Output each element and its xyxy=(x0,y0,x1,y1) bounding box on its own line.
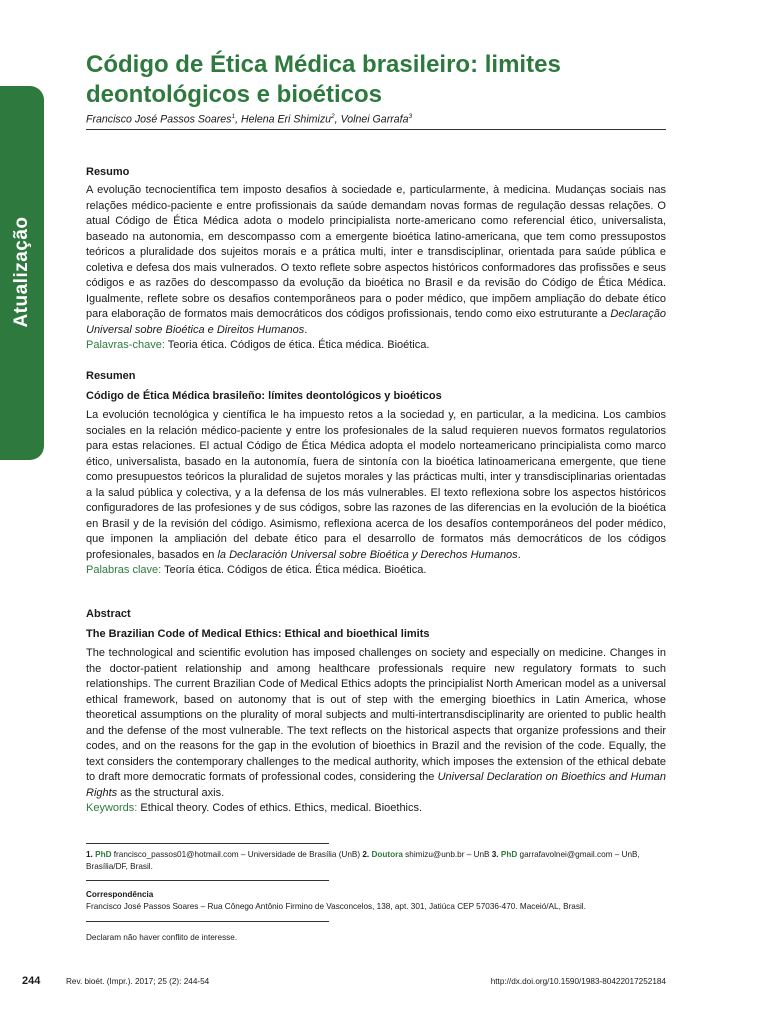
resumo-keywords xyxy=(86,338,666,354)
resumen-section xyxy=(86,369,666,579)
author-separator: , xyxy=(235,113,241,126)
affiliation-degree: PhD xyxy=(95,850,112,859)
section-tab-label: Atualização xyxy=(11,216,32,328)
resumen-keywords xyxy=(86,563,666,579)
abstract-keywords-label: Keywords: xyxy=(86,802,138,814)
correspondence-text: Francisco José Passos Soares – Rua Cônego Antônio Firmino de Vasconcelos, 138, apt. 301, Jatiúca CEP 57036-470. Maceió/AL, Brasil. xyxy=(86,902,586,911)
resumo-keywords-text: Teoria ética. Códigos de ética. Ética médica. Bioética. xyxy=(164,339,430,351)
conflict-divider xyxy=(86,921,329,922)
author-mark: 3 xyxy=(408,113,413,120)
affiliation-degree: PhD xyxy=(500,850,518,859)
affiliation-number: 1. xyxy=(86,850,93,859)
title-divider xyxy=(86,129,666,130)
resumen-keywords-text: Teoría ética. Códigos de ética. Ética médica. Bioética. xyxy=(161,564,427,576)
page-number: 244 xyxy=(22,975,41,987)
resumo-text-end: . xyxy=(304,323,308,336)
resumo-section xyxy=(86,165,666,354)
abstract-heading: Abstract xyxy=(86,608,131,620)
author-list xyxy=(86,110,666,127)
resumo-keywords-label: Palavras-chave: xyxy=(86,339,165,351)
abstract-keywords xyxy=(86,801,666,817)
resumen-subtitle: Código de Ética Médica brasileño: límites deontológicos y bioéticos xyxy=(86,390,442,402)
resumo-text-italic: Declaração Universal sobre Bioética e Direitos Humanos xyxy=(86,308,666,336)
abstract-text-end: as the structural axis. xyxy=(117,786,225,799)
author-name: Helena Eri Shimizu xyxy=(240,113,332,126)
author-mark: 1 xyxy=(231,113,236,120)
resumen-heading: Resumen xyxy=(86,370,136,382)
abstract-keywords-text: Ethical theory. Codes of ethics. Ethics, medical. Bioethics. xyxy=(137,802,423,814)
affiliation-text: garrafavolnei@gmail.com – UnB, Brasília/DF, Brasil. xyxy=(86,850,640,871)
resumen-body xyxy=(86,408,666,563)
article-title xyxy=(86,50,666,110)
abstract-text: The technological and scientific evolution has imposed challenges on society and especially on medicine. Changes in the doctor-patient relationship and among healthcare professionals require new regulatory formats to such relationships. The current Brazilian Code of Medical Ethics adopts the principialist North American model as a universal ethical framework, based on autonomy that is out of step with the emerging bioethics in Latin America, whose theoretical assumptions on the plurality of moral subjects and multi-intertransdisciplinarity are oriented to public health and the defense of the most vulnerable. The text reflects on the historical aspects that organize professions and their codes, and on the reasons for the gap in the evolution of bioethics in Brazil and the revision of the code. Equally, the text considers the contemporary challenges to the medical authority, which imposes the extension of the ethical debate to draft more democratic formats of professional codes, considering the xyxy=(86,647,666,783)
author-separator: , xyxy=(334,113,341,126)
resumo-text: A evolução tecnocientífica tem imposto desafios à sociedade e, particularmente, à medicina. Mudanças sociais nas relações médico-paciente e entre profissionais da saúde demandam novas formas de regulação dessas relações. O atual Código de Ética Médica adota o modelo principialista norte-americano como referencial ético, universalista, baseado na autonomia, em descompasso com a emergente bioética latino-americana, que tem como pressupostos teóricos a pluralidade dos sujeitos morais e a prática multi, inter e transdisciplinar, orientada para saúde pública e coletiva e defesa dos mais vulnerados. O texto reflete sobre aspectos históricos conformadores das profissões e seus códigos e as razões do descompasso da evolução da bioética no Brasil e da revisão do Código de Ética Médica. Igualmente, reflete sobre os desafios contemporâneos para o poder médico, que impõem ampliação do debate ético para elaboração de formatos mais democráticos dos códigos profissionais, tendo como eixo estruturante a xyxy=(86,184,666,320)
correspondence-divider xyxy=(86,880,329,881)
author-mark: 2 xyxy=(331,113,335,120)
affiliation-text: shimizu@unb.br – UnB xyxy=(402,850,492,859)
resumo-body xyxy=(86,183,666,338)
doi-link[interactable]: http://dx.doi.org/10.1590/1983-80422017252184 xyxy=(490,977,666,986)
abstract-section xyxy=(86,607,666,817)
resumen-text-end: . xyxy=(517,548,521,561)
journal-citation: Rev. bioét. (Impr.). 2017; 25 (2): 244-54 xyxy=(66,977,210,986)
correspondence-heading: Correspondência xyxy=(86,890,154,899)
affiliations-divider xyxy=(86,843,329,844)
author-name: Volnei Garrafa xyxy=(340,113,409,126)
abstract-text-italic: Universal Declaration on Bioethics and Human Rights xyxy=(86,771,666,799)
title-line-1: Código de Ética Médica brasileiro: limites xyxy=(86,51,561,78)
resumo-heading: Resumo xyxy=(86,166,130,178)
resumen-text-italic: la Declaración Universal sobre Bioética y Derechos Humanos xyxy=(217,548,518,561)
title-line-2: deontológicos e bioéticos xyxy=(86,81,383,108)
abstract-subtitle: The Brazilian Code of Medical Ethics: Ethical and bioethical limits xyxy=(86,628,430,640)
conflict-statement: Declaram não haver conflito de interesse. xyxy=(86,933,238,942)
affiliation-number: 2. xyxy=(362,850,370,859)
abstract-body xyxy=(86,646,666,801)
affiliation-text: francisco_passos01@hotmail.com – Universidade de Brasília (UnB) xyxy=(111,850,363,859)
affiliations xyxy=(86,849,666,873)
resumen-keywords-label: Palabras clave: xyxy=(86,564,162,576)
author-name: Francisco José Passos Soares xyxy=(86,113,232,126)
correspondence xyxy=(86,889,666,913)
affiliation-number: 3. xyxy=(491,850,499,859)
affiliation-degree: Doutora xyxy=(371,850,403,859)
resumen-text: La evolución tecnológica y científica le ha impuesto retos a la sociedad y, en particular, a la medicina. Los cambios sociales en la relación médico-paciente y entre los profesionales de la salud requieren nuevos formatos regulatorios para estas relaciones. El actual Código de Ética Médica adopta el modelo norteamericano principialista como marco ético, universalista, basado en la autonomía, fuera de sintonía con la bioética latinoamericana emergente, que tiene como presupuestos teóricos la pluralidad de sujetos morales y las prácticas multi, inter y transdisciplinarias orientadas a la salud pública y colectiva, y a la defensa de los más vulnerables. El texto reflexiona sobre los aspectos históricos configuradores de las profesiones y de sus códigos, sobre las razones de las diferencias en la evolución de la bioética en Brasil y de la revisión del código. Asimismo, reflexiona acerca de los desafíos contemporáneos del poder médico, que imponen la ampliación del debate ético para el desarrollo de formatos más democráticos de los códigos profesionales, basados en xyxy=(86,409,666,561)
